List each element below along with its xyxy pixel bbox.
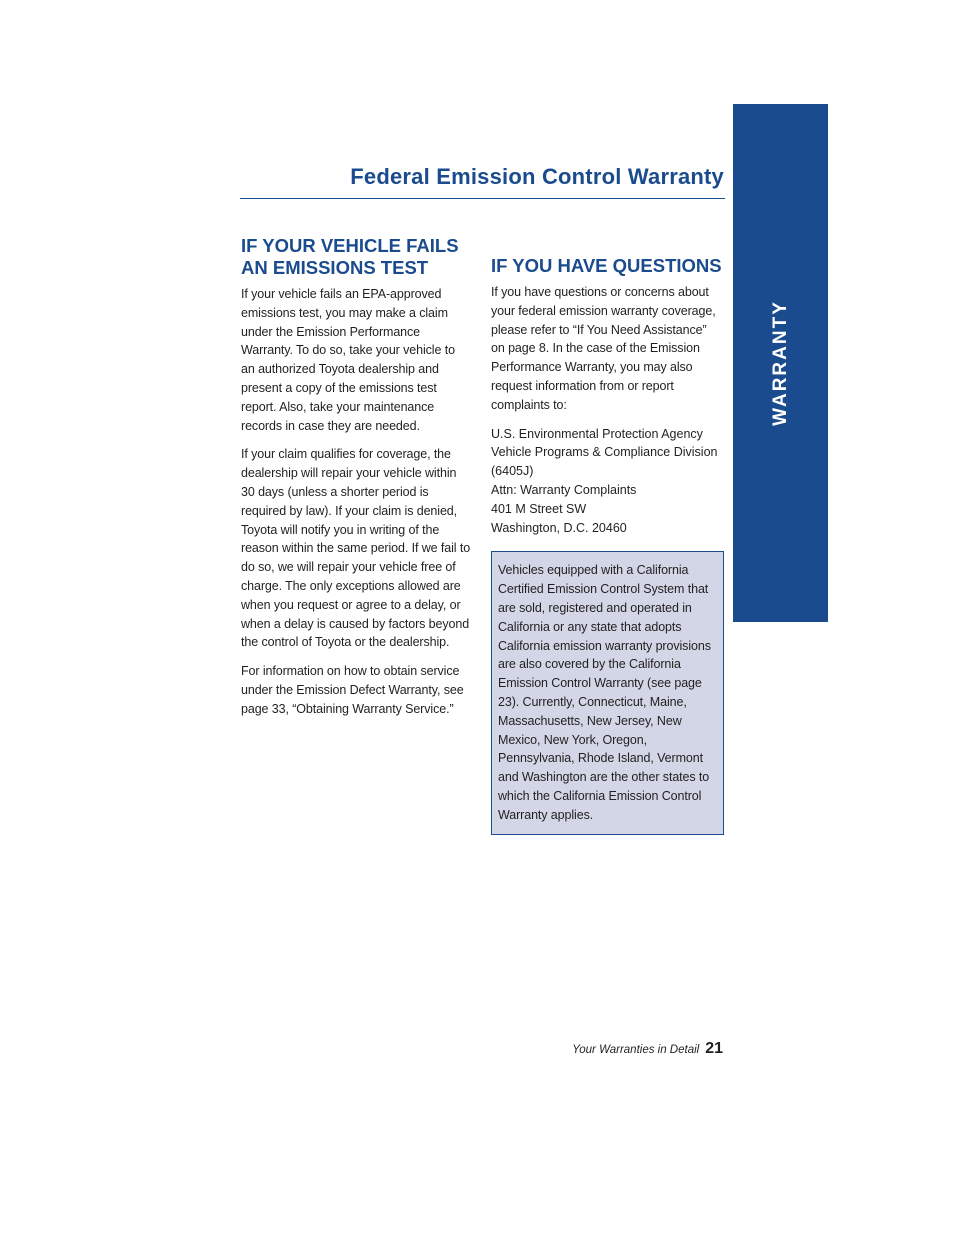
right-column	[491, 255, 723, 835]
address-line: Attn: Warranty Complaints	[491, 482, 637, 497]
emissions-test-heading	[241, 235, 471, 279]
paragraph-coverage: If your claim qualifies for coverage, the dealership will repair your vehicle within 30 days (unless a shorter period is required by law). If your claim is denied, Toyota will notify you in writing of the reason within the same period. If we fail to do so, we will repair your vehicle free of charge. The only exceptions allowed are when you request or agree to a delay, or when a delay is caused by factors beyond the control of Toyota or the dealership.	[241, 447, 471, 650]
page-title: Federal Emission Control Warranty	[350, 164, 724, 189]
footer-section-label: Your Warranties in Detail	[572, 1044, 700, 1056]
page-footer	[440, 1040, 723, 1058]
section-tab-label: WARRANTY	[769, 300, 791, 426]
paragraph-service-info: For information on how to obtain service under the Emission Defect Warranty, see page 33, “Obtaining Warranty Service.”	[241, 664, 464, 716]
california-callout-box	[491, 551, 724, 834]
section-tab	[733, 104, 828, 622]
address-line: 401 M Street SW	[491, 501, 587, 516]
title-divider	[240, 198, 725, 199]
address-line: U.S. Environmental Protection Agency	[491, 426, 703, 441]
address-line: Vehicle Programs & Compliance Division	[491, 445, 718, 460]
left-column	[241, 235, 471, 729]
heading-line-2: AN EMISSIONS TEST	[241, 257, 429, 278]
questions-heading: IF YOU HAVE QUESTIONS	[491, 255, 722, 276]
paragraph-claim: If your vehicle fails an EPA-approved emissions test, you may make a claim under the Emission Performance Warranty. To do so, take your vehicle to an authorized Toyota dealership and present a copy of the emissions test report. Also, take your maintenance records in case they are needed.	[241, 287, 455, 433]
callout-text: Vehicles equipped with a California Certified Emission Control System that are sold, registered and operated in California or any state that adopts California emission warranty provisions are also covered by the California Emission Control Warranty (see page 23). Currently, Connecticut, Maine, Massachusetts, New Jersey, New Mexico, New York, Oregon, Pennsylvania, Rhode Island, Vermont and Washington are the other states to which the California Emission Control Warranty applies.	[498, 563, 711, 822]
page-number: 21	[705, 1040, 723, 1057]
address-line: Washington, D.C. 20460	[491, 520, 627, 535]
heading-line-1: IF YOUR VEHICLE FAILS	[241, 235, 459, 256]
paragraph-questions: If you have questions or concerns about your federal emission warranty coverage, please refer to “If You Need Assistance” on page 8. In the case of the Emission Performance Warranty, you may also request information from or report complaints to:	[491, 285, 716, 412]
epa-address	[491, 425, 723, 538]
address-line: (6405J)	[491, 464, 534, 479]
